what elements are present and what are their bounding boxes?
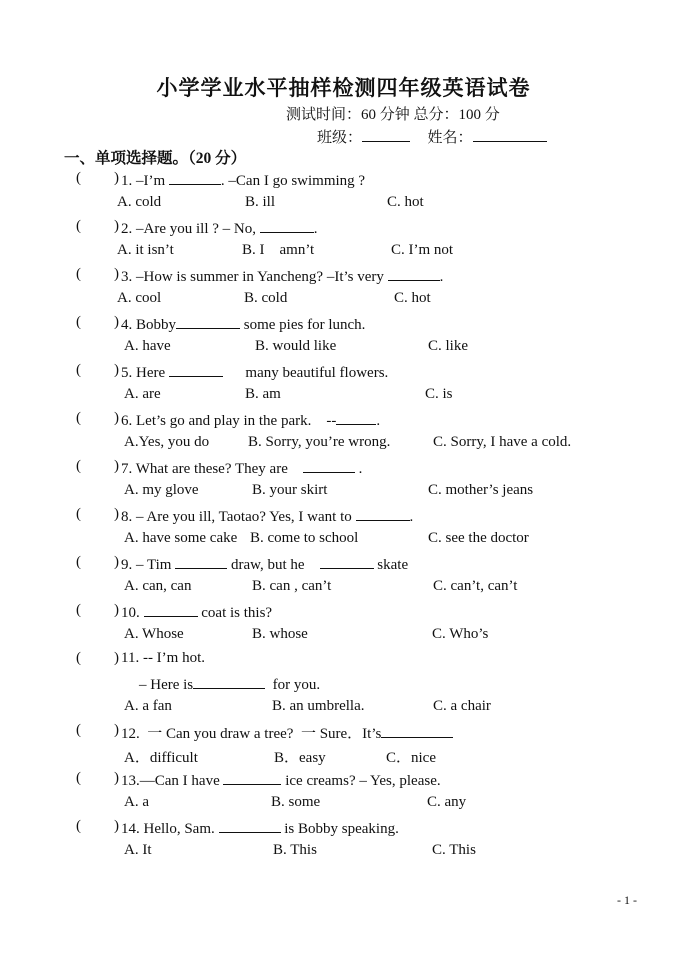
option-b: B. This xyxy=(273,842,317,858)
answer-blank[interactable] xyxy=(388,266,440,281)
option-c: C. Who’s xyxy=(432,626,489,642)
class-blank[interactable] xyxy=(362,127,410,142)
answer-paren-close: ) xyxy=(114,602,119,618)
answer-paren-open: ( xyxy=(76,818,81,834)
option-a: A. Whose xyxy=(124,626,184,642)
answer-paren-open: ( xyxy=(76,170,81,186)
question-2: 2. –Are you ill ? – No, . xyxy=(121,218,317,238)
section-heading: 一、单项选择题。（20 分） xyxy=(64,150,247,167)
answer-paren-close: ) xyxy=(114,410,119,426)
answer-paren-close: ) xyxy=(114,170,119,186)
answer-paren-close: ) xyxy=(114,266,119,282)
answer-paren-open: ( xyxy=(76,314,81,330)
answer-paren-open: ( xyxy=(76,554,81,570)
question-7: 7. What are these? They are . xyxy=(121,458,362,478)
answer-blank[interactable] xyxy=(223,770,281,785)
question-6: 6. Let’s go and play in the park. -- . xyxy=(121,410,380,430)
answer-paren-close: ) xyxy=(114,506,119,522)
answer-paren-close: ) xyxy=(114,362,119,378)
option-c: C. a chair xyxy=(433,698,491,714)
answer-blank[interactable] xyxy=(144,602,198,617)
answer-paren-close: ) xyxy=(114,722,119,738)
question-8: 8. – Are you ill, Taotao? Yes, I want to . xyxy=(121,506,413,526)
option-a: A. cold xyxy=(117,194,162,210)
option-b: B. come to school xyxy=(250,530,359,546)
option-a: A. it isn’t xyxy=(117,242,174,258)
option-a: A. my glove xyxy=(124,482,199,498)
answer-paren-close: ) xyxy=(114,218,119,234)
option-a: A. cool xyxy=(117,290,162,306)
answer-blank[interactable] xyxy=(175,554,227,569)
page-number: - 1 - xyxy=(617,893,637,907)
option-c: C. hot xyxy=(394,290,431,306)
page-title: 小学学业水平抽样检测四年级英语试卷 xyxy=(156,76,531,100)
question-12: 12. 一 Can you draw a tree? 一 Sure．It’s xyxy=(121,722,453,743)
option-c: C. see the doctor xyxy=(428,530,529,546)
answer-paren-open: ( xyxy=(76,602,81,618)
option-a: A. have some cake xyxy=(124,530,238,546)
answer-blank[interactable] xyxy=(169,362,223,377)
option-a: A．difficult xyxy=(124,750,198,766)
class-label: 班级： xyxy=(317,130,363,146)
option-c: C. I’m not xyxy=(391,242,454,258)
name-blank[interactable] xyxy=(473,127,547,142)
name-label: 姓名： xyxy=(427,130,473,146)
question-9: 9. – Tim draw, but he skate xyxy=(121,554,408,574)
answer-paren-close: ) xyxy=(114,314,119,330)
answer-blank[interactable] xyxy=(303,458,355,473)
option-c: C. This xyxy=(432,842,476,858)
option-a: A.Yes, you do xyxy=(124,434,210,450)
option-a: A. have xyxy=(124,338,171,354)
option-b: B. can , can’t xyxy=(252,578,332,594)
option-b: B. whose xyxy=(252,626,308,642)
option-a: A. It xyxy=(124,842,152,858)
answer-blank[interactable] xyxy=(219,818,281,833)
option-b: B. would like xyxy=(255,338,337,354)
option-b: B. cold xyxy=(244,290,288,306)
option-a: A. are xyxy=(124,386,161,402)
answer-paren-close: ) xyxy=(114,554,119,570)
answer-paren-close: ) xyxy=(114,650,119,666)
answer-blank[interactable] xyxy=(336,410,376,425)
option-b: B. am xyxy=(245,386,281,402)
question-1: 1. –I’m . –Can I go swimming ? xyxy=(121,170,365,190)
option-b: B. your skirt xyxy=(252,482,328,498)
option-c: C. any xyxy=(427,794,467,810)
answer-paren-open: ( xyxy=(76,650,81,666)
question-13: 13.—Can I have ice creams? – Yes, please. xyxy=(121,770,441,790)
question-3: 3. –How is summer in Yancheng? –It’s very . xyxy=(121,266,443,286)
question-5: 5. Here many beautiful flowers. xyxy=(121,362,388,382)
answer-paren-close: ) xyxy=(114,818,119,834)
answer-paren-open: ( xyxy=(76,266,81,282)
option-c: C. Sorry, I have a cold. xyxy=(433,434,572,450)
answer-blank[interactable] xyxy=(176,314,240,329)
answer-blank[interactable] xyxy=(169,170,221,185)
answer-blank[interactable] xyxy=(381,723,453,738)
answer-blank[interactable] xyxy=(356,506,410,521)
option-b: B. an umbrella. xyxy=(272,698,365,714)
option-c: C. like xyxy=(428,338,468,354)
answer-paren-close: ) xyxy=(114,458,119,474)
question-4: 4. Bobby some pies for lunch. xyxy=(121,314,365,334)
answer-paren-open: ( xyxy=(76,770,81,786)
answer-paren-open: ( xyxy=(76,722,81,738)
class-name-line xyxy=(317,126,547,147)
answer-blank[interactable] xyxy=(260,218,314,233)
question-10: 10. coat is this? xyxy=(121,602,272,622)
option-b: B. I amn’t xyxy=(242,242,315,258)
option-a: A. a fan xyxy=(124,698,172,714)
option-c: C. is xyxy=(425,386,453,402)
answer-paren-open: ( xyxy=(76,410,81,426)
answer-paren-open: ( xyxy=(76,218,81,234)
answer-paren-open: ( xyxy=(76,458,81,474)
option-b: B．easy xyxy=(274,750,326,766)
answer-blank[interactable] xyxy=(320,554,374,569)
answer-blank[interactable] xyxy=(193,674,265,689)
answer-paren-close: ) xyxy=(114,770,119,786)
option-b: B. some xyxy=(271,794,321,810)
question-11-line-2: – Here is for you. xyxy=(139,674,320,694)
option-b: B. Sorry, you’re wrong. xyxy=(248,434,391,450)
option-c: C．nice xyxy=(386,750,436,766)
option-c: C. hot xyxy=(387,194,424,210)
time-info: 测试时间：60 分钟 总分：100 分 xyxy=(286,107,500,123)
option-b: B. ill xyxy=(245,194,276,210)
question-14: 14. Hello, Sam. is Bobby speaking. xyxy=(121,818,399,838)
option-a: A. can, can xyxy=(124,578,192,594)
answer-paren-open: ( xyxy=(76,362,81,378)
answer-paren-open: ( xyxy=(76,506,81,522)
option-c: C. mother’s jeans xyxy=(428,482,534,498)
option-c: C. can’t, can’t xyxy=(433,578,518,594)
question-11: 11. -- I’m hot. xyxy=(121,650,206,666)
option-a: A. a xyxy=(124,794,149,810)
